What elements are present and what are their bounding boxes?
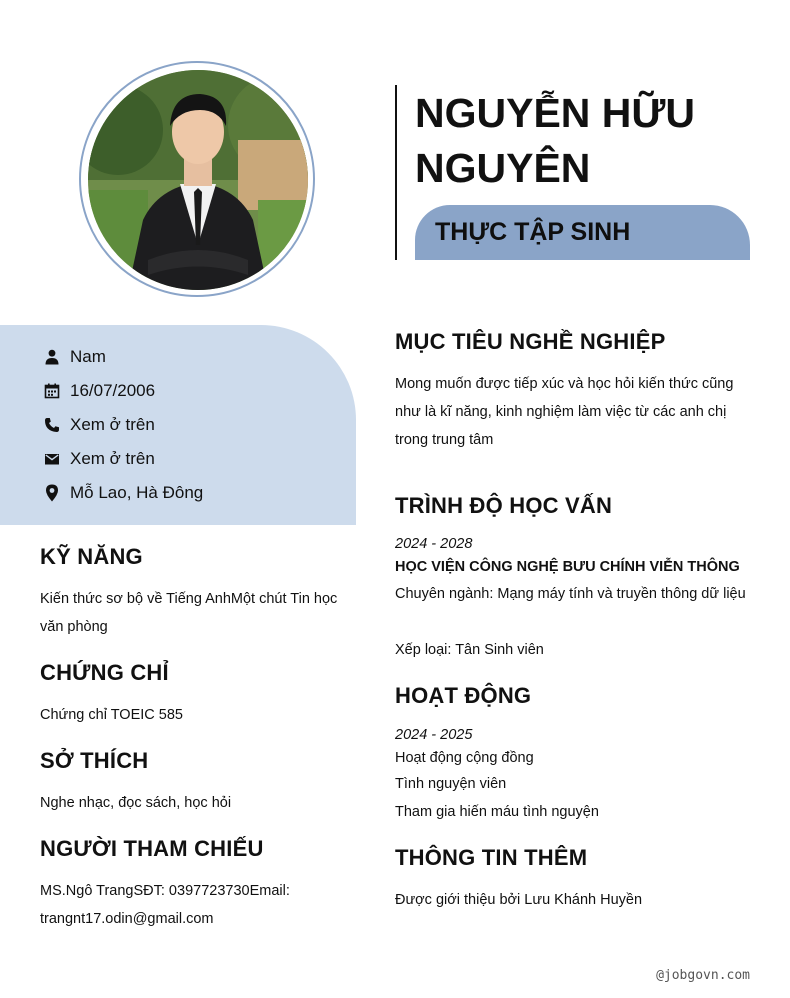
info-address (43, 481, 203, 505)
extra-info-title: THÔNG TIN THÊM (395, 845, 588, 870)
phone-value: Xem ở trên (70, 415, 155, 434)
info-gender (43, 345, 106, 369)
candidate-name-line2: NGUYÊN (415, 145, 591, 191)
info-dob (43, 379, 155, 403)
email-value: Xem ở trên (70, 449, 155, 468)
activity-item: Tham gia hiến máu tình nguyện (395, 804, 599, 820)
skills-text: Kiến thức sơ bộ về Tiếng AnhMột chút Tin học văn phòng (40, 591, 338, 635)
certs-text: Chứng chỉ TOEIC 585 (40, 707, 183, 723)
dob-value: 16/07/2006 (70, 381, 156, 400)
gender-value: Nam (70, 347, 106, 366)
candidate-name-line1: NGUYỄN HỮU (415, 90, 696, 136)
skills-title: KỸ NĂNG (40, 544, 143, 569)
education-title: TRÌNH ĐỘ HỌC VẤN (395, 493, 613, 518)
hobbies-title: SỞ THÍCH (40, 748, 149, 773)
references-title: NGƯỜI THAM CHIẾU (40, 836, 264, 861)
references-text: MS.Ngô TrangSĐT: 0397723730Email: trangnt17.odin@gmail.com (40, 883, 290, 927)
education-major: Chuyên ngành: Mạng máy tính và truyền thông dữ liệu (395, 586, 746, 602)
education-date: 2024 - 2028 (395, 536, 473, 552)
mail-icon (43, 450, 61, 468)
role-label: THỰC TẬP SINH (435, 218, 631, 246)
address-value: Mỗ Lao, Hà Đông (70, 483, 204, 502)
info-email (43, 447, 155, 471)
activities-title: HOẠT ĐỘNG (395, 683, 532, 708)
candidate-name (415, 86, 765, 196)
certs-title: CHỨNG CHỈ (40, 660, 169, 685)
extra-info-text: Được giới thiệu bởi Lưu Khánh Huyền (395, 892, 643, 908)
profile-photo (88, 70, 308, 290)
objective-title: MỤC TIÊU NGHỀ NGHIỆP (395, 329, 666, 354)
phone-icon (43, 416, 61, 434)
activity-item: Tình nguyện viên (395, 776, 507, 792)
activity-item: Hoạt động cộng đồng (395, 750, 534, 766)
education-rank: Xếp loại: Tân Sinh viên (395, 642, 544, 658)
role-badge (415, 205, 750, 260)
activities-date: 2024 - 2025 (395, 727, 473, 743)
location-pin-icon (43, 484, 61, 502)
hobbies-text: Nghe nhạc, đọc sách, học hỏi (40, 795, 232, 811)
calendar-icon (43, 382, 61, 400)
objective-text: Mong muốn được tiếp xúc và học hỏi kiến thức cũng như là kĩ năng, kinh nghiệm làm việc từ các anh chị trong trung tâm (395, 376, 734, 448)
header-divider (395, 85, 397, 260)
profile-photo-illustration (88, 70, 308, 290)
education-school: HỌC VIỆN CÔNG NGHỆ BƯU CHÍNH VIỄN THÔNG (395, 559, 740, 575)
info-phone (43, 413, 155, 437)
footer-watermark: @jobgovn.com (656, 968, 750, 983)
person-icon (43, 348, 61, 366)
